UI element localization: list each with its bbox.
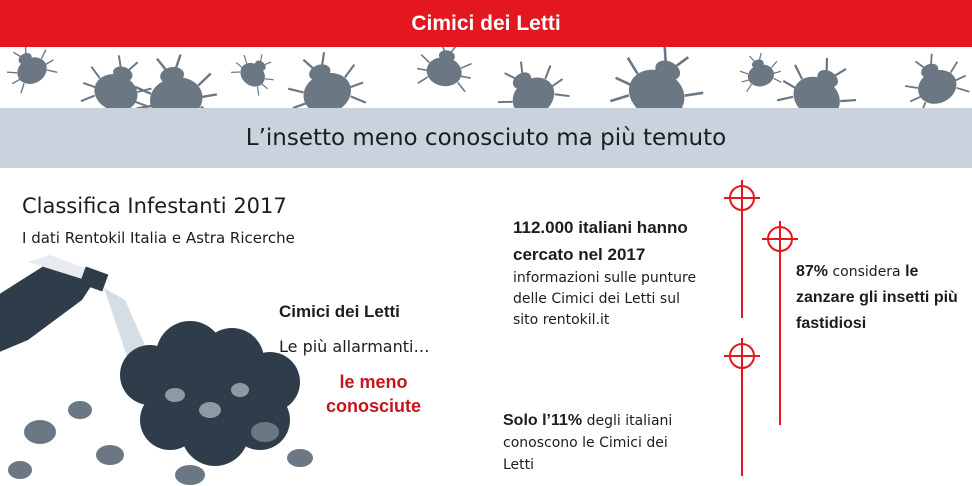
classifica-subtitle: I dati Rentokil Italia e Astra Ricerche (22, 229, 295, 247)
stat-mosquitoes (796, 259, 972, 337)
bedbug-icon (896, 47, 972, 116)
stat1-body-line-3: sito rentokil.it (513, 312, 610, 328)
stat3-text-1: degli italiani (586, 413, 673, 429)
stat-italians-searched (513, 214, 688, 268)
stat1-head-line-1: 112.000 italiani hanno (513, 218, 688, 237)
stat2-percent: 87% (796, 263, 829, 280)
highlight-line-1: le meno (339, 372, 408, 392)
stat3-lead: Solo l’11% (503, 412, 583, 429)
spray-illustration (0, 252, 460, 486)
stat1-body-line-2: delle Cimici dei Letti sul (513, 291, 680, 307)
stat2-line-3: fastidiosi (796, 315, 867, 332)
subtitle-band (0, 108, 972, 168)
bedbug-icon (415, 47, 476, 92)
bedbug-icon (736, 49, 784, 92)
stat2-text-2: le (905, 263, 919, 280)
illustration-highlight (326, 370, 421, 418)
classifica-title: Classifica Infestanti 2017 (22, 194, 287, 218)
subtitle-text: L’insetto meno conosciuto ma più temuto (245, 125, 727, 151)
illustration-line: Le più allarmanti… (279, 337, 430, 356)
illustration-label: Cimici dei Letti (279, 302, 400, 321)
stat2-text-1: considera (832, 264, 901, 280)
spray-can-icon (0, 255, 108, 356)
stat-awareness (503, 410, 672, 476)
page-title: Cimici dei Letti (411, 11, 561, 35)
stat-italians-searched-detail (513, 268, 696, 331)
stat3-line-3: Letti (503, 457, 535, 473)
header-banner (0, 0, 972, 47)
bedbug-icon (0, 47, 60, 95)
highlight-line-2: conosciute (326, 396, 422, 416)
stat2-line-2: zanzare gli insetti più (796, 289, 958, 306)
stat3-line-2: conoscono le Cimici dei (503, 435, 668, 451)
stat1-head-line-2: cercato nel 2017 (513, 245, 646, 264)
bedbug-icon (229, 47, 282, 97)
spray-cloud (120, 321, 300, 466)
stat1-body-line-1: informazioni sulle punture (513, 270, 697, 286)
